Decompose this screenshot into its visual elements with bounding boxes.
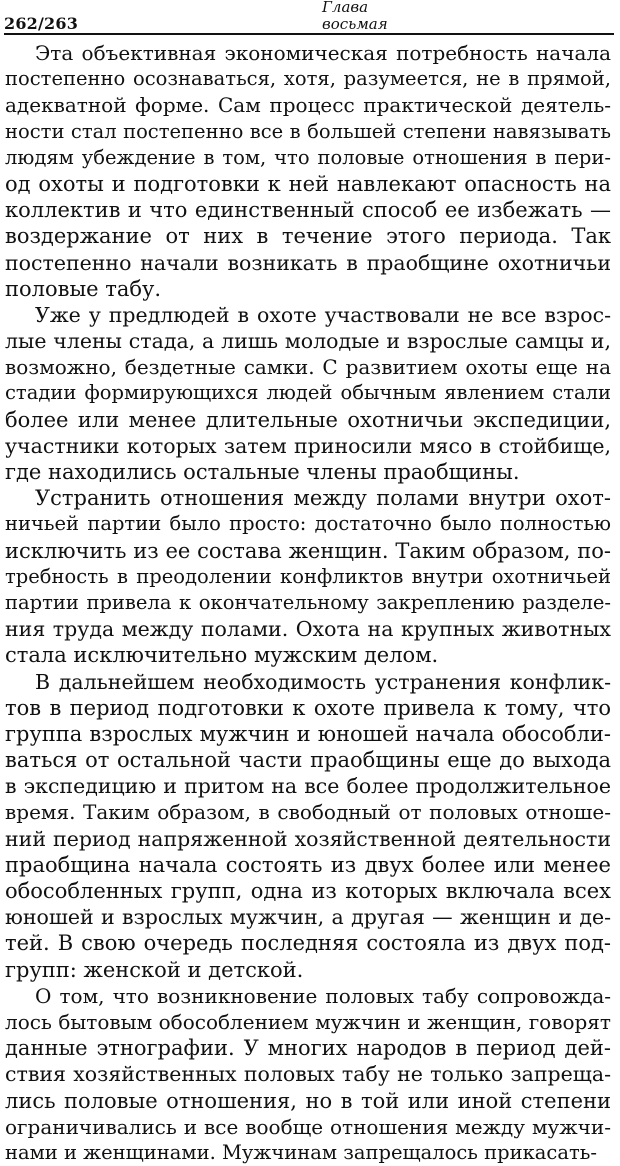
- text-line: в экспедицию и притом на все более продолжительное: [5, 774, 611, 799]
- text-line: где находились остальные члены праобщины.: [5, 460, 520, 484]
- text-line: более или менее длительные охотничьи экспедиции,: [5, 407, 611, 432]
- text-line: коллектив и что единственный способ ее избежать —: [5, 198, 611, 223]
- text-line: участники которых затем приносили мясо в стойбище,: [5, 433, 611, 458]
- text-line: постепенно осознаваться, хотя, разумеется, не в прямой,: [5, 67, 611, 91]
- text-line: ограничивались и все вообще отношения между мужчи-: [5, 1114, 611, 1139]
- chapter-title: [322, 0, 388, 33]
- text-line: праобщина начала состоять из двух более или менее: [5, 852, 611, 877]
- text-line: В дальнейшем необходимость устранения конфлик-: [35, 669, 611, 694]
- paragraph: [5, 669, 611, 983]
- paragraph: [5, 983, 611, 1166]
- paragraph: [5, 40, 611, 302]
- text-line: воздержание от них в течение этого периода. Так: [5, 224, 611, 249]
- text-line: ствия хозяйственных половых табу не только запреща-: [5, 1062, 611, 1087]
- text-line: ний период напряженной хозяйственной деятельности: [5, 826, 611, 851]
- text-line: требность в преодолении конфликтов внутри охотничьей: [5, 564, 611, 588]
- text-line: лось бытовым обособлением мужчин и женщин, говорят: [5, 1009, 611, 1034]
- text-line: ности стал постепенно все в большей степени навязывать: [5, 119, 611, 143]
- text-line: Эта объективная экономическая потребность начала: [35, 41, 611, 65]
- paragraph: [5, 302, 611, 485]
- paragraph: [5, 485, 611, 668]
- text-line: стадии формирующихся людей обычным явлением стали: [5, 381, 611, 405]
- page-numbers: 262/263: [4, 14, 79, 33]
- text-line: адекватной форме. Сам процесс практической деятель-: [5, 93, 611, 118]
- body-text: [5, 40, 611, 1166]
- text-line: половые табу.: [5, 276, 162, 301]
- text-line: Устранить отношения между полами внутри охот-: [35, 486, 611, 511]
- text-line: группа взрослых мужчин и юношей начала обособли-: [5, 721, 611, 746]
- text-line: время. Таким образом, в свободный от половых отноше-: [5, 800, 611, 825]
- chapter-title-line-1: Глава: [322, 0, 369, 16]
- text-line: тов в период подготовки к охоте привела к тому, что: [5, 695, 611, 720]
- text-line: нами и женщинами. Мужчинам запрещалось прикасать-: [5, 1140, 597, 1164]
- chapter-title-line-2: восьмая: [322, 15, 388, 33]
- text-line: ваться от остальной части праобщины еще до выхода: [5, 748, 611, 773]
- text-line: групп: женской и детской.: [5, 957, 304, 982]
- text-line: од охоты и подготовки к ней навлекают опасность на: [5, 171, 611, 196]
- text-line: исключить из ее состава женщин. Таким образом, по-: [5, 538, 611, 563]
- text-line: данные этнографии. У многих народов в период дей-: [5, 1036, 611, 1061]
- text-line: стала исключительно мужским делом.: [5, 643, 439, 668]
- text-line: Уже у предлюдей в охоте участвовали не все взрос-: [35, 302, 611, 327]
- text-line: возможно, бездетные самки. С развитием охоты еще на: [5, 355, 611, 380]
- text-line: обособленных групп, одна из которых включала всех: [5, 879, 611, 903]
- text-line: тей. В свою очередь последняя состояла из двух под-: [5, 931, 611, 956]
- text-line: лись половые отношения, но в той или иной степени: [5, 1088, 611, 1113]
- text-line: юношей и взрослых мужчин, а другая — женщин и де-: [5, 905, 611, 930]
- text-line: ничьей партии было просто: достаточно было полностью: [5, 512, 611, 536]
- text-line: людям убеждение в том, что половые отношения в пери-: [5, 145, 611, 169]
- text-line: О том, что возникновение половых табу сопровожда-: [35, 983, 611, 1008]
- text-line: партии привела к окончательному закреплению разделе-: [5, 590, 611, 614]
- page-header: [4, 0, 614, 35]
- text-line: ния труда между полами. Охота на крупных животных: [5, 617, 611, 642]
- text-line: лые члены стада, а лишь молодые и взрослые самцы и,: [5, 329, 611, 354]
- text-line: постепенно начали возникать в праобщине охотничьи: [5, 250, 611, 275]
